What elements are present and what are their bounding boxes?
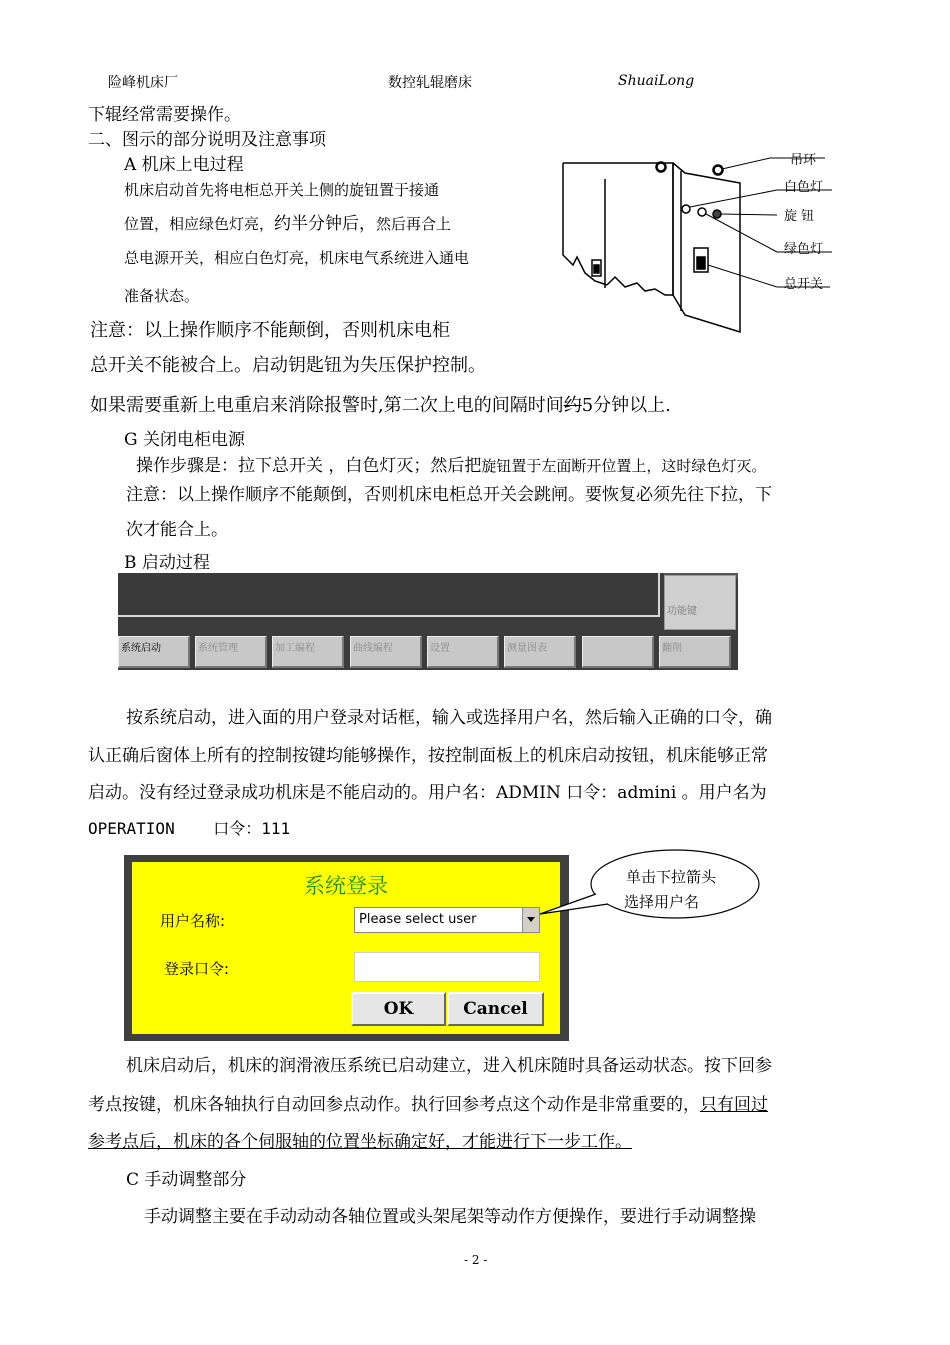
ring-icon	[657, 163, 723, 175]
note-line: 如果需要重新上电重启来消除报警时,第二次上电的间隔时间约5分钟以上.	[90, 395, 671, 416]
label-knob: 旋 钮	[784, 209, 815, 224]
paragraph-line: 认正确后窗体上所有的控制按键均能够操作，按控制面板上的机床启动按钮，机床能够正常	[88, 746, 768, 766]
softkey-turning[interactable]: 翻削	[659, 636, 731, 668]
softkey-blank[interactable]	[582, 636, 654, 668]
paragraph-line: 操作步骤是：拉下总开关 ，白色灯灭；然后把旋钮置于左面断开位置上，这时绿色灯灭。	[136, 456, 767, 476]
subsection-heading: A 机床上电过程	[124, 155, 244, 175]
softkey-row	[118, 636, 738, 670]
paragraph-line: 总电源开关，相应白色灯亮，机床电气系统进入通电	[124, 249, 470, 267]
label-ring: 吊环	[790, 153, 817, 168]
login-title: 系统登录	[304, 874, 388, 898]
lamp-icon	[682, 205, 721, 218]
note-line: 注意：以上操作顺序不能颠倒，否则机床电柜	[90, 320, 450, 341]
softkey-measure-chart[interactable]: 测量图表	[504, 636, 576, 668]
header-product: 数控轧辊磨床	[388, 75, 472, 91]
paragraph-line: 位置，相应绿色灯亮，约半分钟后，然后再合上	[124, 214, 452, 234]
label-main-switch: 总开关	[784, 277, 824, 292]
paragraph-line: 机床启动首先将电柜总开关上侧的旋钮置于接通	[124, 181, 440, 199]
softkey-system-manage[interactable]: 系统管理	[195, 636, 267, 668]
callout-bubble	[530, 846, 770, 930]
subsection-heading: C 手动调整部分	[126, 1170, 247, 1190]
username-select[interactable]: Please select user	[354, 907, 540, 933]
paragraph-line: 参考点后，机床的各个伺服轴的位置坐标确定好，才能进行下一步工作。	[88, 1132, 632, 1152]
switch-icon	[592, 248, 708, 276]
display-area	[118, 573, 660, 617]
text-line: 下辊经常需要操作。	[88, 105, 241, 125]
header-brand: ShuaiLong	[618, 73, 695, 89]
username-label: 用户名称:	[160, 912, 226, 930]
label-green-lamp: 绿色灯	[784, 242, 824, 257]
paragraph-line: 启动。没有经过登录成功机床是不能启动的。用户名：ADMIN 口令：admini 。用户名为	[88, 783, 767, 803]
label-white-lamp: 白色灯	[784, 180, 824, 195]
function-key-button[interactable]: 功能键	[664, 575, 736, 630]
paragraph-line: 手动调整主要在手动动动各轴位置或头架尾架等动作方便操作，要进行手动调整操	[144, 1207, 756, 1227]
paragraph-line: OPERATION 口令：111	[88, 819, 291, 838]
callout-line: 单击下拉箭头	[626, 868, 717, 886]
subsection-heading: G 关闭电柜电源	[124, 430, 245, 450]
softkey-settings[interactable]: 设置	[427, 636, 499, 668]
function-key-bar	[118, 573, 738, 670]
paragraph-line: 准备状态。	[124, 287, 200, 305]
note-line: 注意：以上操作顺序不能颠倒，否则机床电柜总开关会跳闸。要恢复必须先往下拉，下	[126, 485, 772, 505]
softkey-curve-programming[interactable]: 曲线编程	[350, 636, 422, 668]
subsection-heading: B 启动过程	[124, 553, 210, 573]
softkey-system-start[interactable]: 系统启动	[118, 636, 190, 668]
header-company: 险峰机床厂	[108, 75, 178, 91]
softkey-programming[interactable]: 加工编程	[272, 636, 344, 668]
paragraph-line: 机床启动后，机床的润滑液压系统已启动建立，进入机床随时具备运动状态。按下回参	[126, 1056, 772, 1076]
callout-line: 选择用户名	[624, 893, 700, 911]
ok-button[interactable]: OK	[351, 992, 446, 1026]
note-line: 次才能合上。	[126, 520, 228, 540]
password-label: 登录口令:	[164, 960, 230, 978]
password-input[interactable]	[354, 952, 540, 982]
section-heading: 二、图示的部分说明及注意事项	[88, 130, 326, 150]
page-number: - 2 -	[464, 1253, 488, 1267]
paragraph-line: 按系统启动，进入面的用户登录对话框，输入或选择用户名，然后输入正确的口令，确	[126, 708, 772, 728]
cancel-button[interactable]: Cancel	[447, 992, 544, 1026]
login-dialog	[124, 855, 569, 1041]
paragraph-line: 考点按键，机床各轴执行自动回参点动作。执行回参考点这个动作是非常重要的，只有回过	[88, 1095, 768, 1115]
note-line: 总开关不能被合上。启动钥匙钮为失压保护控制。	[90, 355, 486, 376]
